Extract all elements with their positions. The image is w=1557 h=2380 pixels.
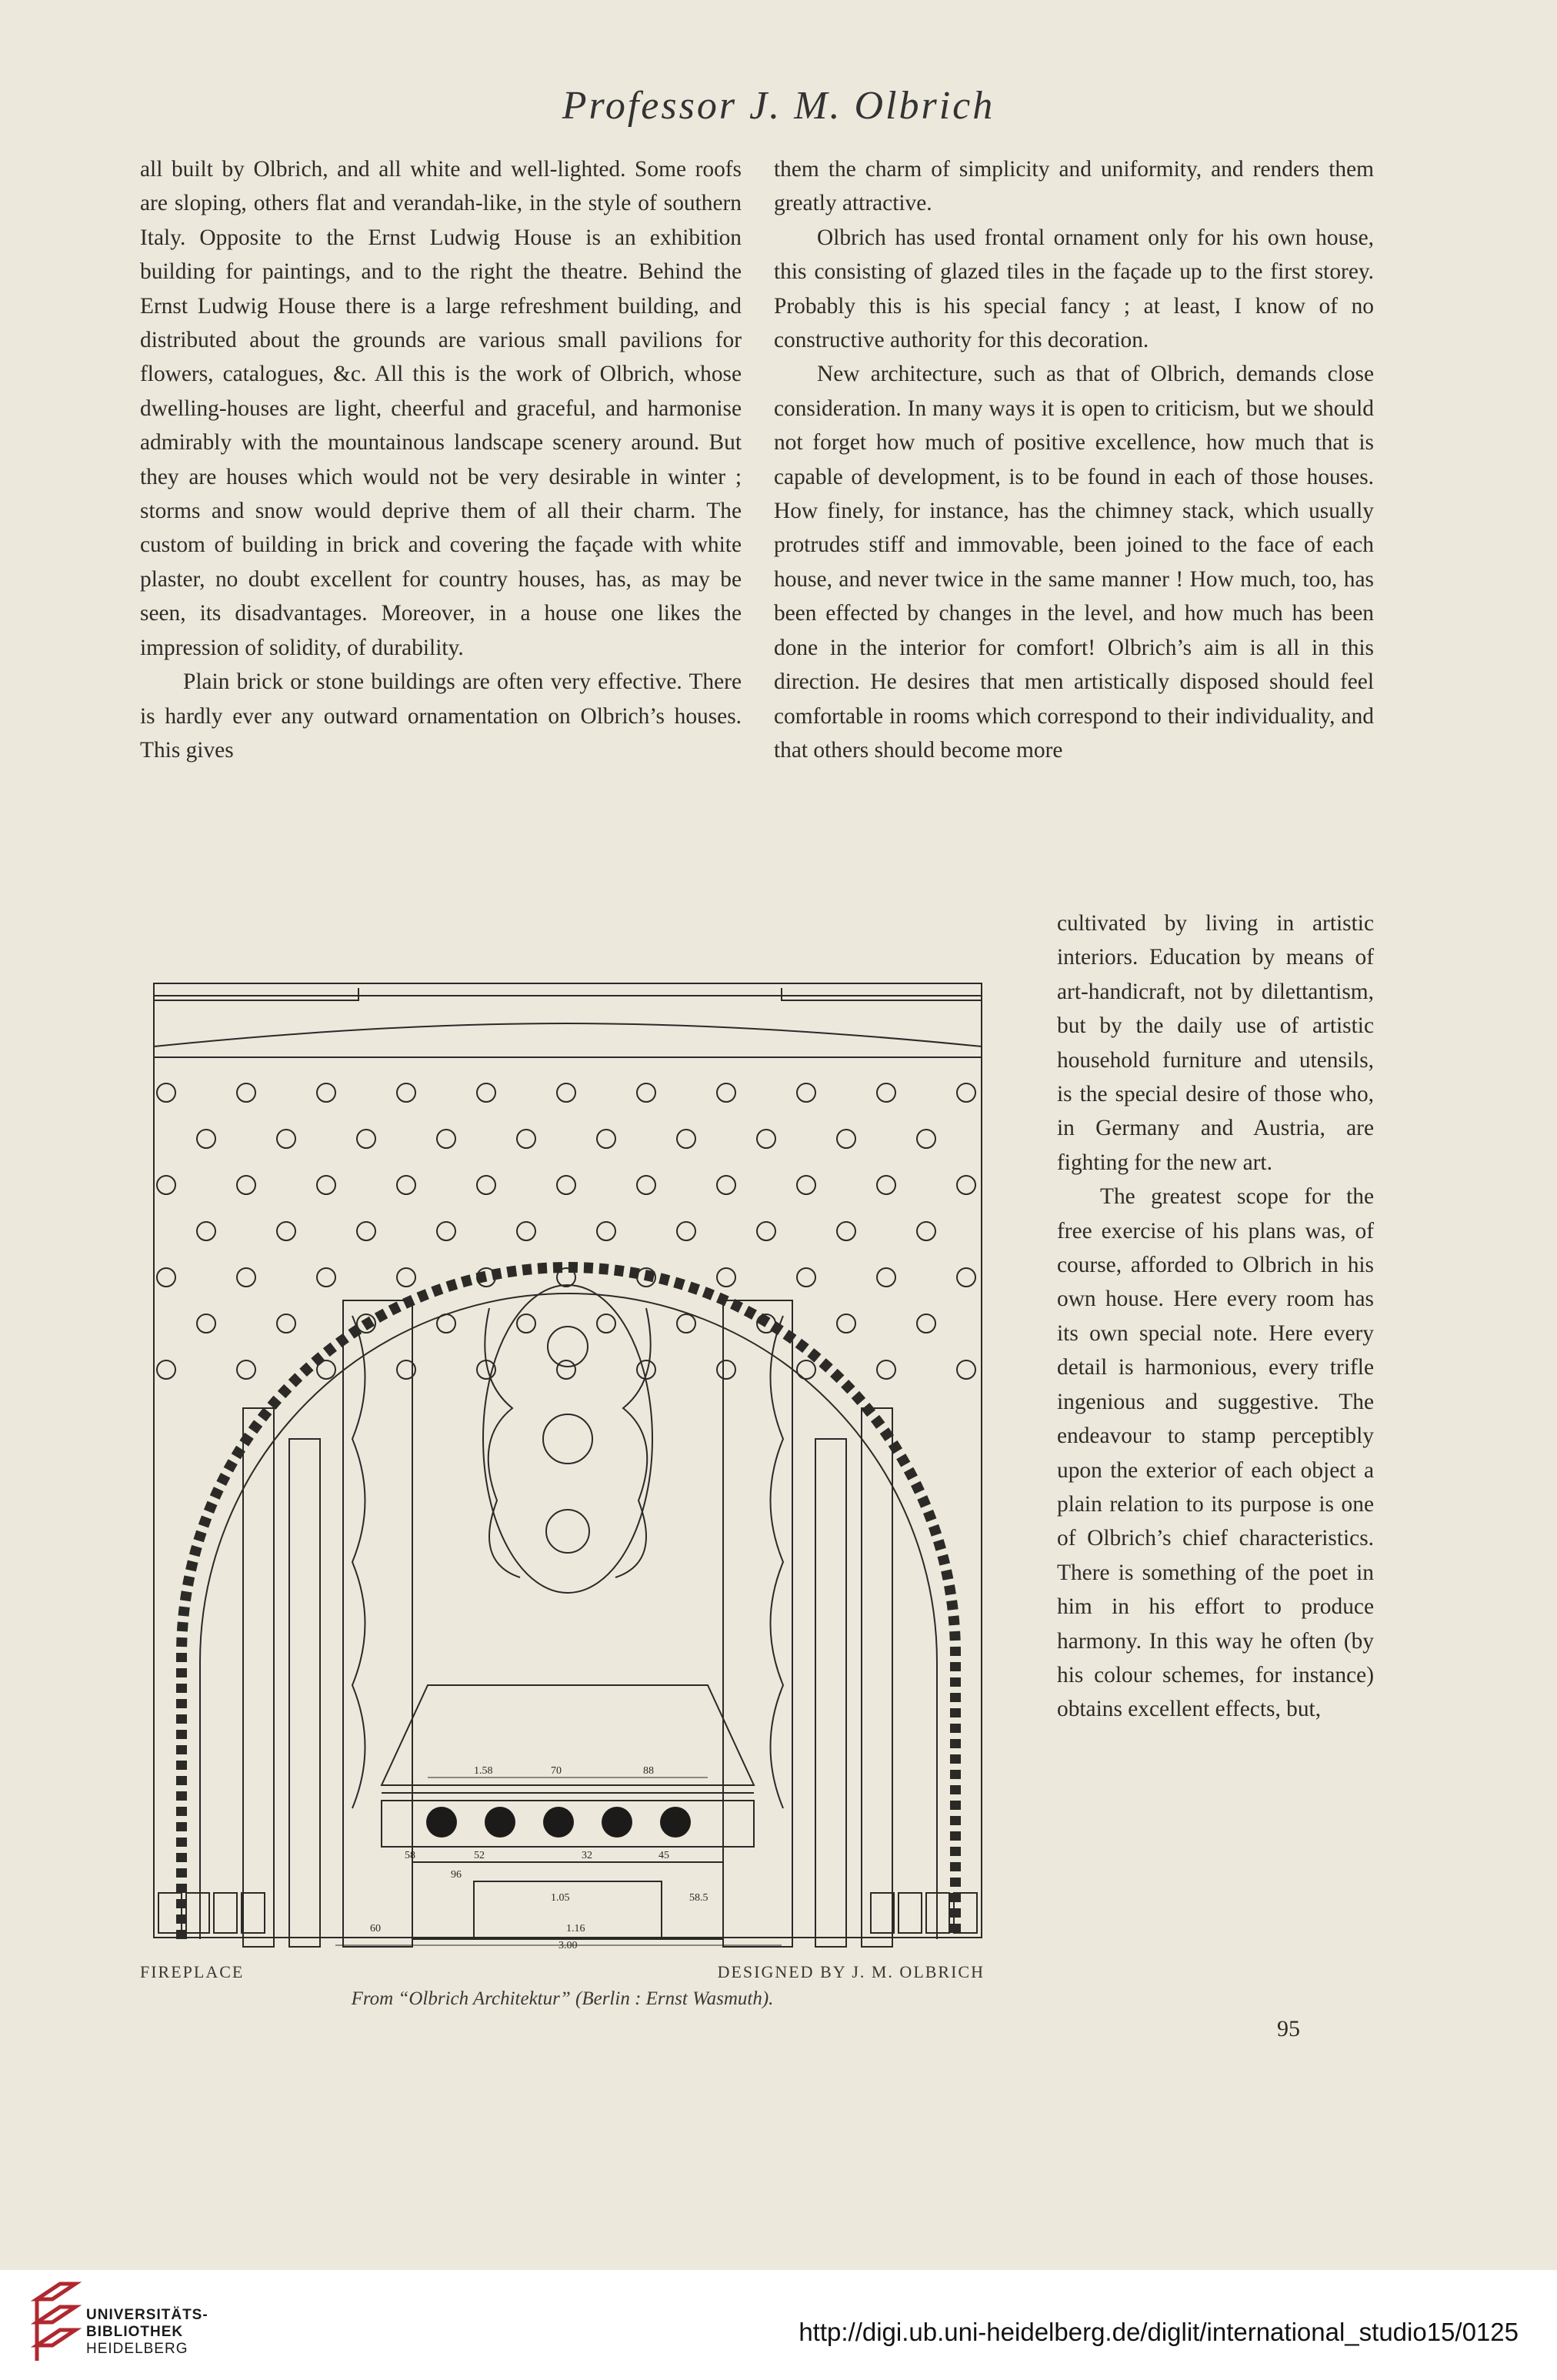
rosette: [957, 1360, 975, 1379]
rosette: [917, 1314, 935, 1333]
rosette: [677, 1130, 695, 1148]
rosette: [717, 1360, 735, 1379]
caption-title: FIREPLACE: [140, 1962, 245, 1981]
library-name: UNIVERSITÄTS- BIBLIOTHEK HEIDELBERG: [86, 2307, 208, 2357]
rosette: [557, 1360, 575, 1379]
rosette: [157, 1268, 175, 1287]
rosette: [797, 1083, 815, 1102]
permalink-url[interactable]: http://digi.ub.uni-heidelberg.de/diglit/international_studio15/0125: [799, 2318, 1519, 2346]
rosette: [797, 1268, 815, 1287]
rosette: [597, 1314, 615, 1333]
rosette: [357, 1130, 375, 1148]
rosette: [237, 1083, 255, 1102]
rosette: [237, 1360, 255, 1379]
rosette: [437, 1222, 455, 1240]
rosette: [877, 1268, 895, 1287]
right-narrow-column: [1057, 906, 1374, 1727]
rosette: [797, 1176, 815, 1194]
rosette: [517, 1130, 535, 1148]
rosette: [797, 1360, 815, 1379]
rosette: [837, 1222, 855, 1240]
rosette: [397, 1083, 415, 1102]
rosette: [597, 1130, 615, 1148]
rosette-pattern: [157, 1083, 975, 1379]
rosette: [277, 1130, 295, 1148]
rosette: [237, 1176, 255, 1194]
right-text-column: [774, 152, 1374, 767]
dim-label: 1.16: [566, 1923, 585, 1934]
page-number: 95: [1277, 2016, 1300, 2041]
fireplace-drawing: [151, 977, 986, 1951]
library-logo-icon: [29, 2276, 83, 2368]
rosette: [877, 1360, 895, 1379]
rosette: [637, 1083, 655, 1102]
rosette: [397, 1176, 415, 1194]
rosette: [717, 1268, 735, 1287]
rosette: [717, 1176, 735, 1194]
rosette: [757, 1130, 775, 1148]
rosette: [917, 1130, 935, 1148]
rosette: [877, 1083, 895, 1102]
left-paragraph-2: Plain brick or stone buildings are often very effective. There is hardly ever any outward ornamentation on Olbrich’s houses. This gives: [140, 669, 742, 763]
rosette: [317, 1268, 335, 1287]
rosette: [317, 1176, 335, 1194]
dim-label: 32: [582, 1850, 592, 1861]
figure-credit: From “Olbrich Architektur” (Berlin : Ernst Wasmuth).: [351, 1988, 774, 2009]
narrow-paragraph-1: cultivated by living in artistic interiors. Education by means of art-handicraft, not by dilettantism, but by the daily use of artistic household furniture and utensils, is the special desire of those who, in Germany and Austria, are fighting for the new art.: [1057, 911, 1374, 1175]
right-paragraph-3: New architecture, such as that of Olbrich, demands close consideration. In many ways it is open to criticism, but we should not forget how much of positive excellence, how much that is capable of development, is to be found in each of those houses. How finely, for instance, has the chimney stack, which usually protrudes stiff and immovable, been joined to the face of each house, and never twice in the same manner ! How much, too, has been effected by changes in the level, and how much has been done in the interior for comfort! Olbrich’s aim is all in this direction. He desires that men artistically disposed should feel comfortable in rooms which correspond to their individuality, and that others should become more: [774, 362, 1374, 763]
rosette: [317, 1083, 335, 1102]
dim-label: 88: [643, 1765, 654, 1777]
dim-label: 45: [658, 1850, 669, 1861]
rosette: [837, 1314, 855, 1333]
dim-label: 3.00: [558, 1940, 578, 1951]
rosette: [877, 1176, 895, 1194]
rosette: [557, 1176, 575, 1194]
rosette: [717, 1083, 735, 1102]
digitization-footer: [0, 2270, 1557, 2380]
rosette: [157, 1176, 175, 1194]
rosette: [957, 1176, 975, 1194]
rosette: [557, 1083, 575, 1102]
rosette: [157, 1360, 175, 1379]
rosette: [677, 1222, 695, 1240]
rosette: [677, 1314, 695, 1333]
left-paragraph-1: all built by Olbrich, and all white and well-lighted. Some roofs are sloping, others flat and verandah-like, in the style of southern Italy. Opposite to the Ernst Ludwig House is an exhibition building for paintings, and to the right the theatre. Behind the Ernst Ludwig House there is a large refreshment building, and distributed about the grounds are various small pavilions for flowers, catalogues, &c. All this is the work of Olbrich, whose dwelling-houses are light, cheerful and graceful, and harmonise admirably with the mountainous landscape scenery around. But they are houses which would not be very desirable in winter ; storms and snow would deprive them of all their charm. The custom of building in brick and covering the façade with white plaster, no doubt excellent for country houses, has, as may be seen, its disadvantages. Moreover, in a house one likes the impression of solidity, of durability.: [140, 157, 742, 660]
left-text-column: [140, 152, 742, 767]
running-header: Professor J. M. Olbrich: [562, 84, 995, 128]
rosette: [957, 1268, 975, 1287]
rosette: [397, 1268, 415, 1287]
dim-label: 96: [451, 1869, 462, 1881]
rosette: [477, 1083, 495, 1102]
rosette: [277, 1314, 295, 1333]
rosette: [597, 1222, 615, 1240]
rosette: [197, 1130, 215, 1148]
narrow-paragraph-2: The greatest scope for the free exercise of his plans was, of course, afforded to Olbrich in his own house. Here every room has its own special note. Here every detail is harmonious, every trifle ingenious and suggestive. The endeavour to stamp perceptibly upon the exterior of each object a plain relation to its purpose is one of Olbrich’s chief characteristics. There is something of the poet in him in his effort to produce harmony. In this way he often (by his colour schemes, for instance) obtains excellent effects, but,: [1057, 1184, 1374, 1722]
dim-label: 58.5: [689, 1892, 708, 1904]
rosette: [837, 1130, 855, 1148]
caption-designer: DESIGNED BY J. M. OLBRICH: [717, 1962, 985, 1981]
rosette: [517, 1314, 535, 1333]
rosette: [197, 1314, 215, 1333]
rosette: [517, 1222, 535, 1240]
dim-label: 60: [370, 1923, 381, 1934]
right-paragraph-1: them the charm of simplicity and uniformity, and renders them greatly attractive.: [774, 157, 1374, 216]
dim-label: 1.58: [474, 1765, 493, 1777]
dim-label: 70: [551, 1765, 562, 1777]
rosette: [197, 1222, 215, 1240]
rosette: [757, 1222, 775, 1240]
rosette: [917, 1222, 935, 1240]
rosette: [277, 1222, 295, 1240]
rosette: [957, 1083, 975, 1102]
rosette: [637, 1176, 655, 1194]
rosette: [237, 1268, 255, 1287]
rosette: [157, 1083, 175, 1102]
dim-label: 58: [405, 1850, 415, 1861]
rosette: [477, 1176, 495, 1194]
rosette: [357, 1222, 375, 1240]
dim-label: 52: [474, 1850, 485, 1861]
dim-label: 1.05: [551, 1892, 570, 1904]
right-paragraph-2: Olbrich has used frontal ornament only for his own house, this consisting of glazed tiles in the façade up to the first storey. Probably this is his special fancy ; at least, I know of no constructive authority for this decoration.: [774, 225, 1374, 353]
rosette: [437, 1130, 455, 1148]
